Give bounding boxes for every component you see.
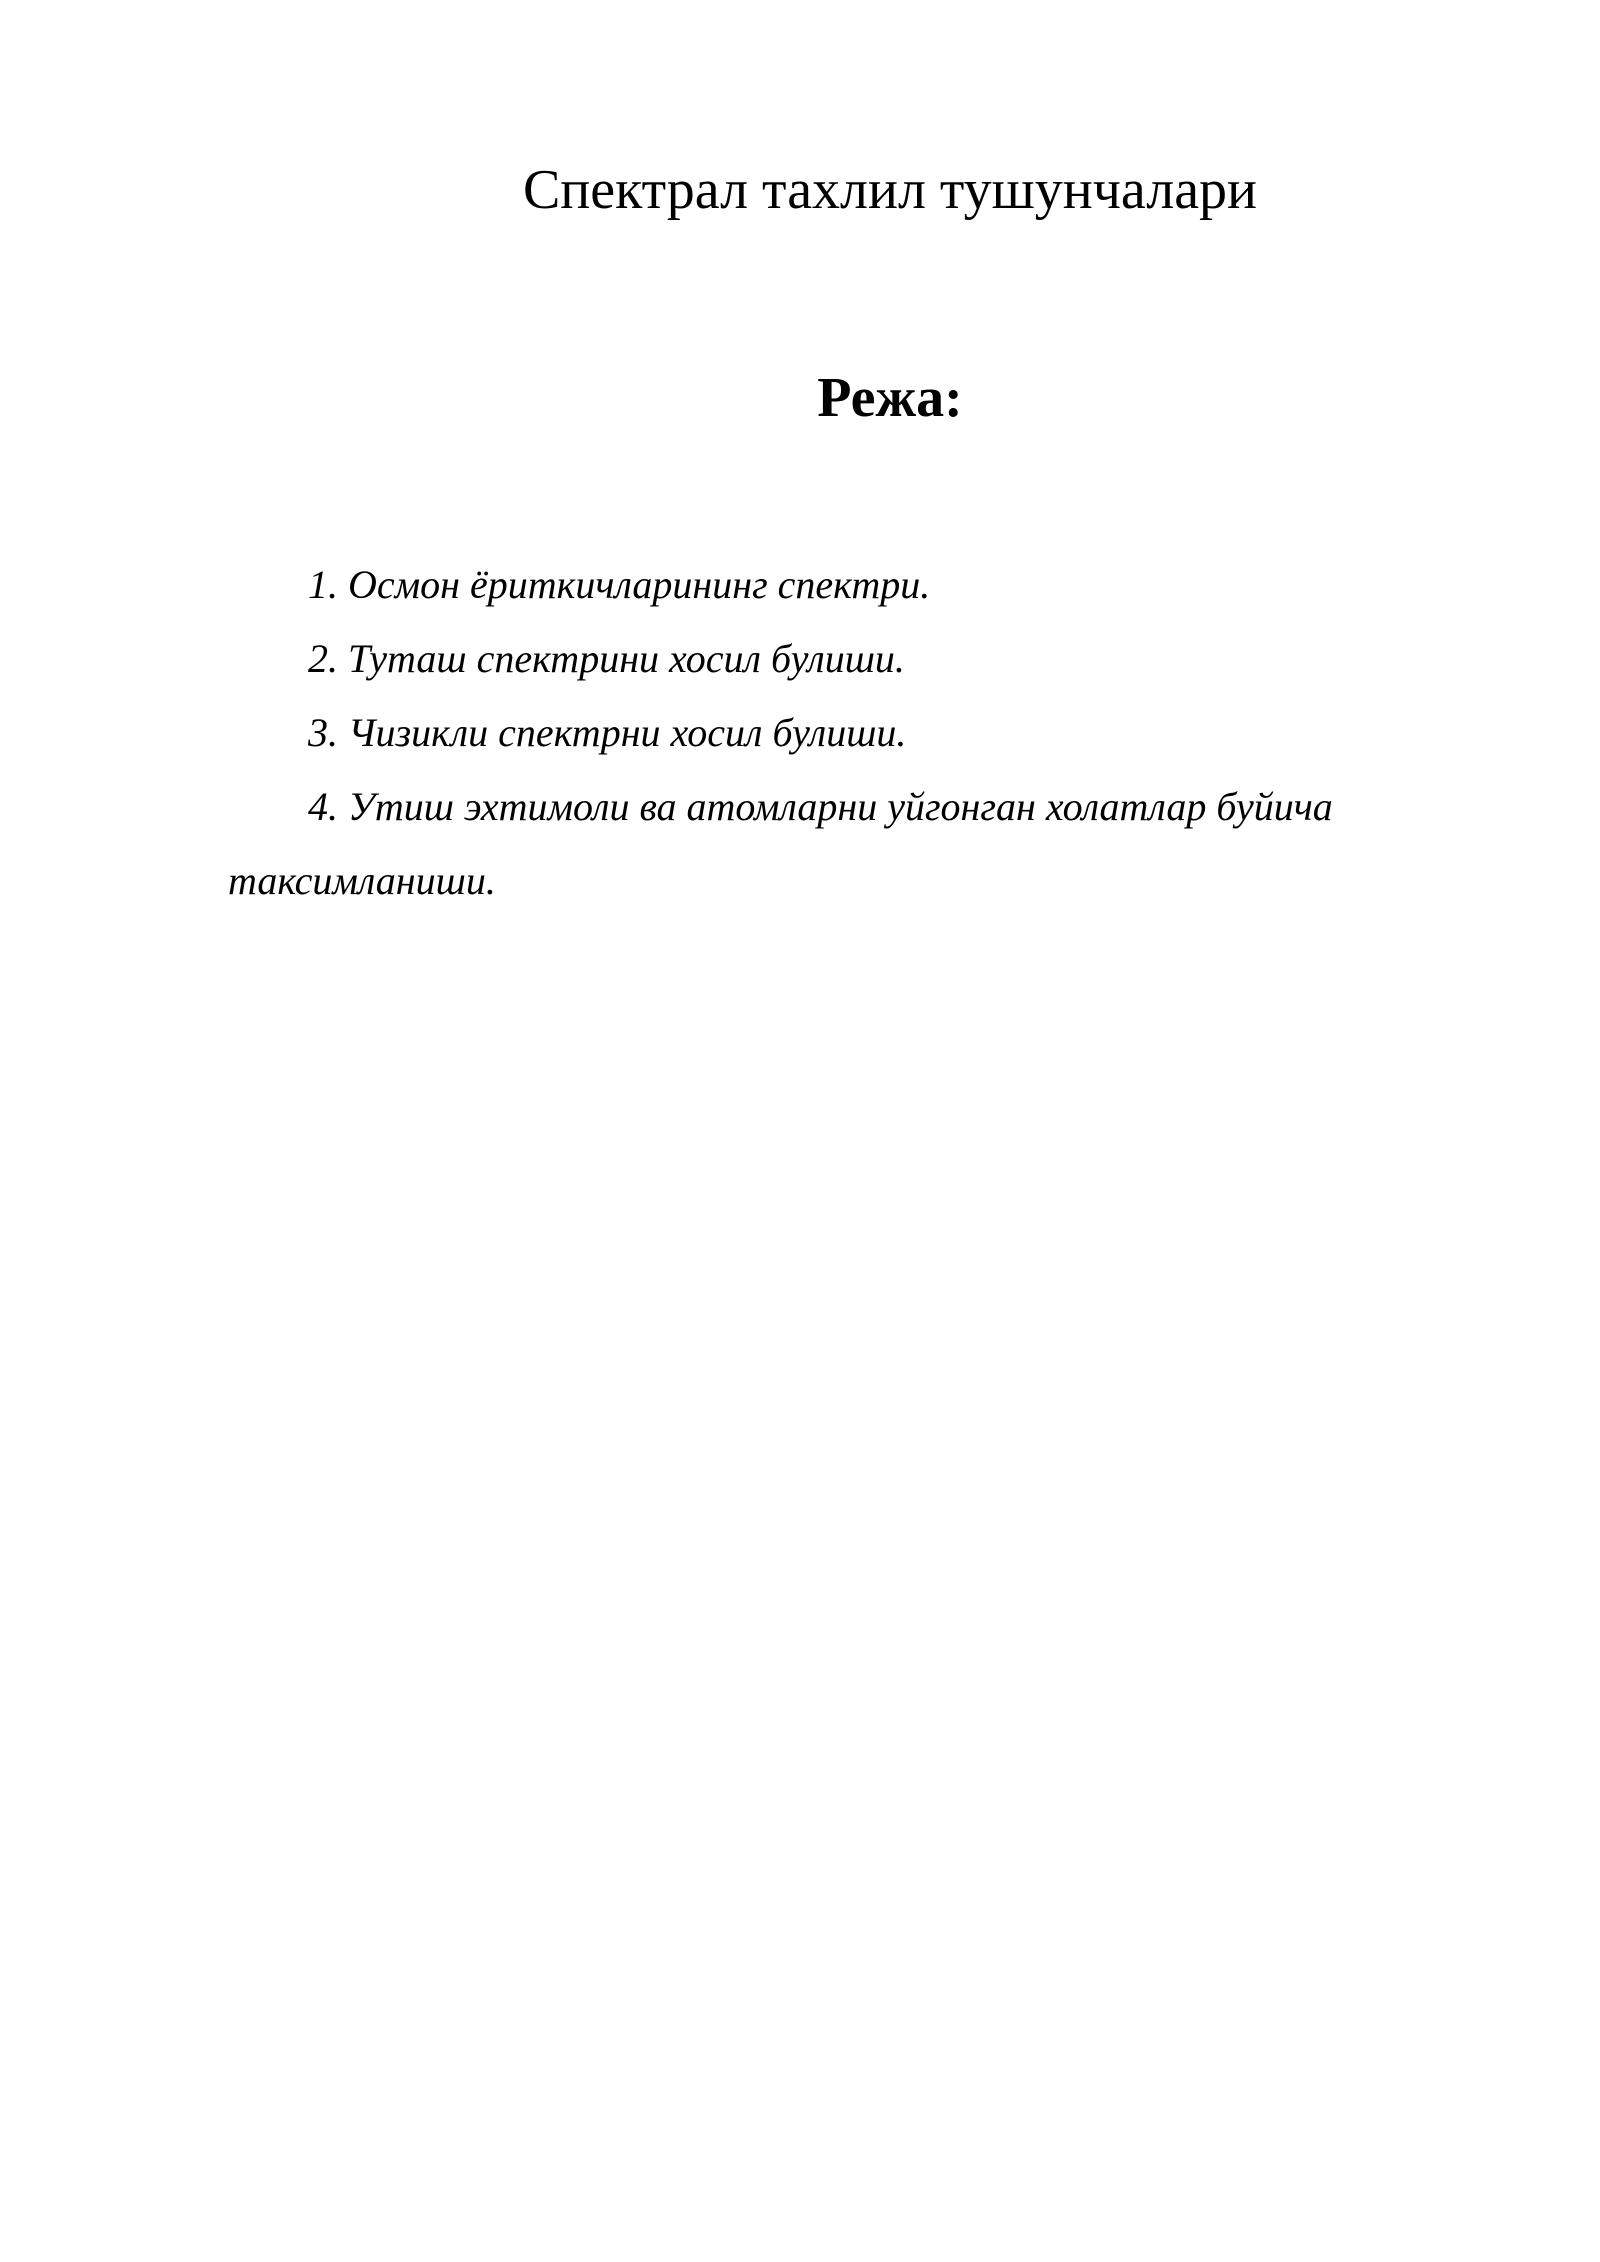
plan-item [228, 770, 1428, 918]
plan-item-text: Утиш эхтимоли ва атомларни уйгонган холатлар буйича таксимланиши. [228, 784, 1333, 903]
document-title: Спектрал тахлил тушунчалари [522, 159, 1258, 221]
plan-item-text: Туташ спектрини хосил булиши. [348, 636, 905, 681]
plan-item [228, 696, 1428, 770]
plan-item-number: 4. [308, 784, 338, 829]
plan-heading: Режа: [817, 367, 963, 429]
plan-item-number: 1. [308, 562, 338, 607]
plan-item-number: 3. [308, 710, 338, 755]
plan-item-number: 2. [308, 636, 338, 681]
plan-item [228, 548, 1428, 622]
plan-item [228, 622, 1428, 696]
plan-item-text: Чизикли спектрни хосил булиши. [348, 710, 907, 755]
plan-item-text: Осмон ёриткичларининг спектри. [348, 562, 931, 607]
plan-list [228, 548, 1428, 918]
